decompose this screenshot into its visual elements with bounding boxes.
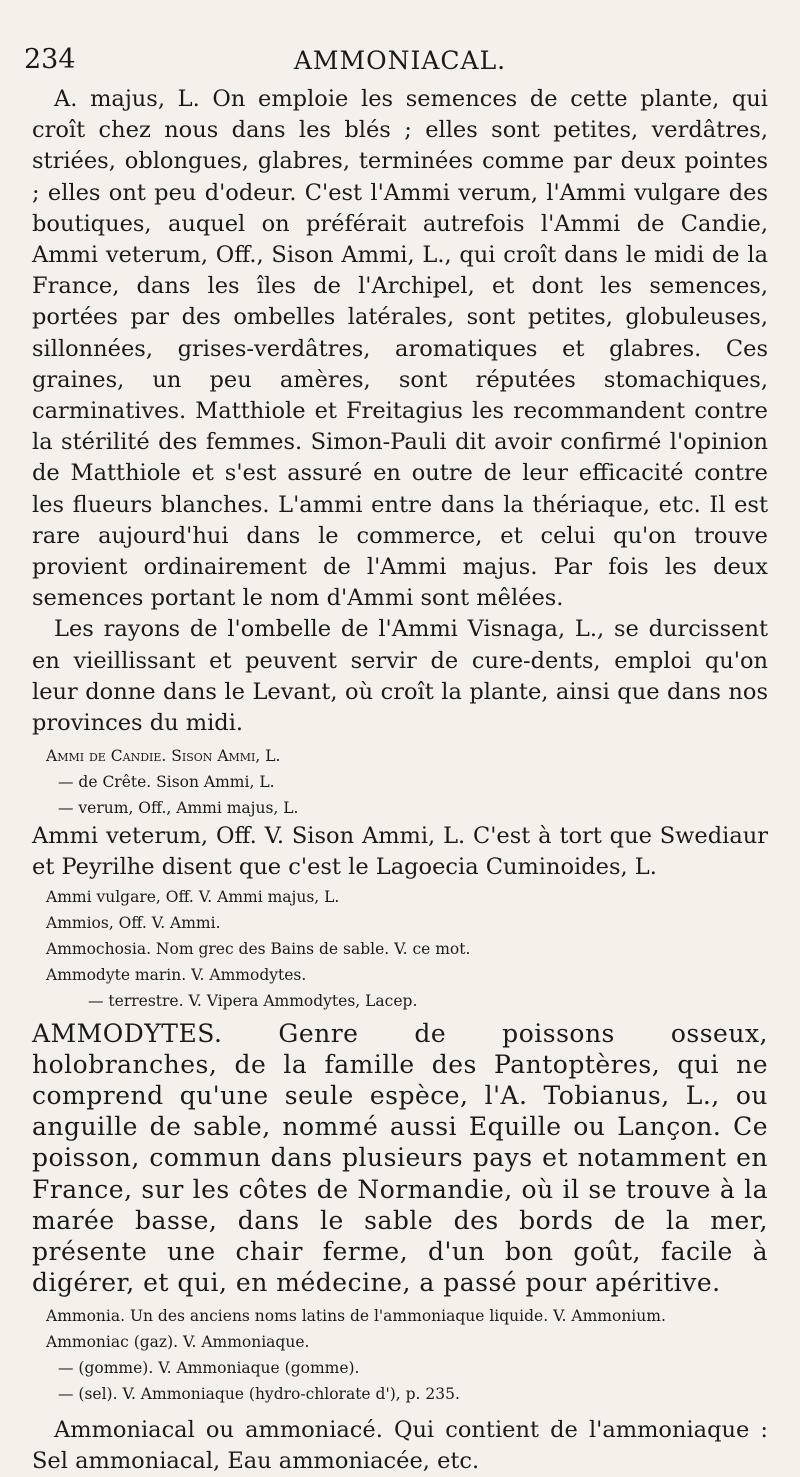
- entry-ammi-de-crete: — de Crête. Sison Ammi, L.: [58, 773, 275, 792]
- entry-ammoniac-sel: — (sel). V. Ammoniaque (hydro-chlorate d'), p. 235.: [58, 1384, 460, 1403]
- entry-ammonia: Ammonia. Un des anciens noms latins de l'ammoniaque liquide. V. Ammonium.: [46, 1306, 666, 1325]
- entry-ammi-vulgare: Ammi vulgare, Off. V. Ammi majus, L.: [46, 887, 340, 906]
- entry-ammodytes: AMMODYTES. Genre de poissons osseux, holobranches, de la famille des Pantoptères, qui ne comprend qu'une seule espèce, l'A. Tobianus, L., ou anguille de sable, nommé aussi Equille ou Lançon. Ce poisson, commun dans plusieurs pays et notamment en France, sur les côtes de Normandie, où il se trouve à la marée basse, dans le sable des bords de la mer, présente une chair ferme, d'un bon goût, facile à digérer, et qui, en médecine, a passé pour apéritive.: [32, 1018, 768, 1298]
- entry-ammoniacal: Ammoniacal ou ammoniacé. Qui contient de l'ammoniaque : Sel ammoniacal, Eau ammoniacée, etc.: [32, 1416, 768, 1474]
- entry-ammi-de-candie: Ammi de Candie. Sison Ammi, L.: [46, 747, 281, 766]
- paragraph-ammi-majus: A. majus, L. On emploie les semences de cette plante, qui croît chez nous dans les blés ; elles sont petites, verdâtres, striées, oblongues, glabres, terminées comme par deux pointes ; elles ont peu d'odeur. C'est l'Ammi verum, l'Ammi vulgare des boutiques, auquel on préférait autrefois l'Ammi de Candie, Ammi veterum, Off., Sison Ammi, L., qui croît dans le midi de la France, dans les îles de l'Archipel, et dont les semences, portées par des ombelles latérales, sont petites, globuleuses, sillonnées, grises-verdâtres, aromatiques et glabres. Ces graines, un peu amères, sont réputées stomachiques, carminatives. Matthiole et Freitagius les recommandent contre la stérilité des femmes. Simon-Pauli dit avoir confirmé l'opinion de Matthiole et s'est assuré en outre de leur efficacité contre les flueurs blanches. L'ammi entre dans la thériaque, etc. Il est rare aujourd'hui dans le commerce, et celui qu'on trouve provient ordinairement de l'Ammi majus. Par fois les deux semences portant le nom d'Ammi sont mêlées.: [32, 86, 768, 612]
- entry-ammi-verum: — verum, Off., Ammi majus, L.: [58, 799, 299, 818]
- entry-ammoniac-gaz: Ammoniac (gaz). V. Ammoniaque.: [46, 1332, 310, 1351]
- page-body: [32, 84, 768, 1477]
- running-head: AMMONIACAL.: [293, 46, 507, 75]
- page-number: 234: [24, 44, 76, 75]
- entry-ammodyte-terrestre: — terrestre. V. Vipera Ammodytes, Lacep.: [88, 991, 418, 1010]
- entry-ammoniac-gomme: — (gomme). V. Ammoniaque (gomme).: [58, 1358, 360, 1377]
- entry-ammochosia: Ammochosia. Nom grec des Bains de sable. V. ce mot.: [46, 939, 471, 958]
- entry-ammodyte-marin: Ammodyte marin. V. Ammodytes.: [46, 965, 307, 984]
- page-header: [24, 44, 776, 84]
- entry-ammi-veterum: Ammi veterum, Off. V. Sison Ammi, L. C'est à tort que Swediaur et Peyrilhe disent que c'est le Lagoecia Cuminoides, L.: [32, 823, 768, 881]
- paragraph-ammi-visnaga: Les rayons de l'ombelle de l'Ammi Visnaga, L., se durcissent en vieillissant et peuvent servir de cure-dents, emploi qu'on leur donne dans le Levant, où croît la plante, ainsi que dans nos provinces du midi.: [32, 616, 768, 737]
- entry-ammios: Ammios, Off. V. Ammi.: [46, 913, 221, 932]
